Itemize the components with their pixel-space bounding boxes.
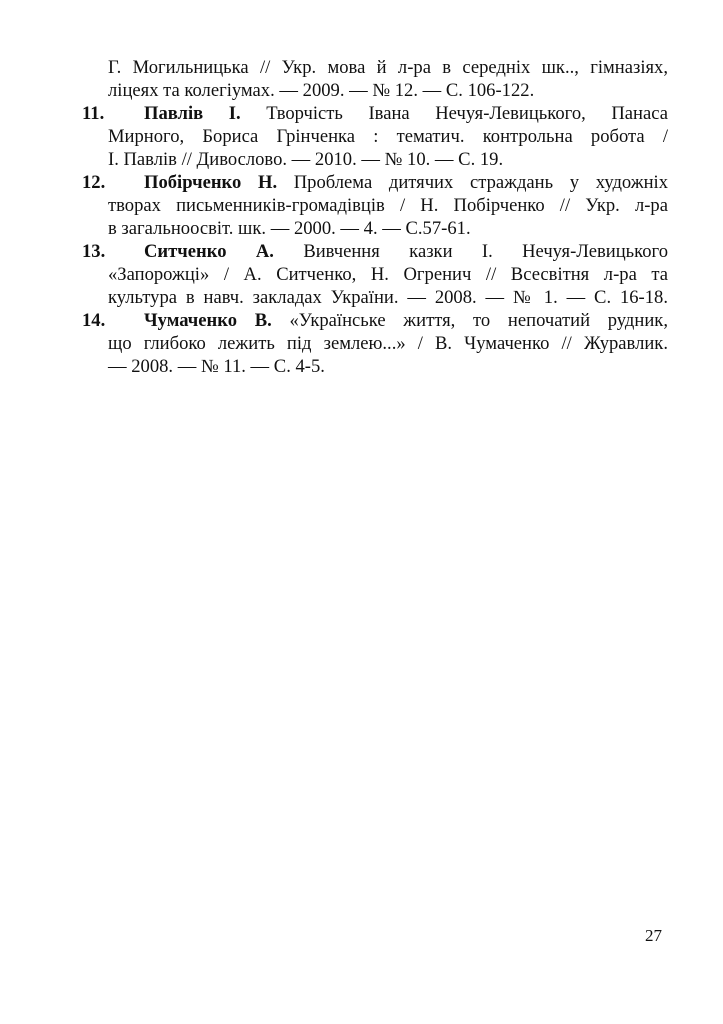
entry-line: — 2008. — № 11. — С. 4-5. xyxy=(108,356,325,377)
bibliography-entry xyxy=(82,240,668,309)
entry-line: в загальноосвіт. шк. — 2000. — 4. — С.57-61. xyxy=(108,218,471,239)
bibliography-entry xyxy=(82,171,668,240)
entry-first-line xyxy=(82,102,668,125)
entry-author: Побірченко Н. xyxy=(144,172,278,193)
entry-author: Павлів І. xyxy=(144,103,241,124)
entry-author: Чумаченко В. xyxy=(144,310,272,331)
entry-number: 13. xyxy=(82,241,106,262)
entry-title-text: Творчість Івана Нечуя-Левицького, Панаса xyxy=(240,103,668,124)
entry-number: 12. xyxy=(82,172,106,193)
entry-line: Мирного, Бориса Грінченка : тематич. контрольна робота / xyxy=(108,126,668,147)
entry-title-text: «Українське життя, то непочатий рудник, xyxy=(271,310,668,331)
entry-title-text: Вивчення казки І. Нечуя-Левицького xyxy=(273,241,669,262)
continuation-line: ліцеях та колегіумах. — 2009. — № 12. — С. 106-122. xyxy=(108,80,535,101)
continuation-line: Г. Могильницька // Укр. мова й л-ра в середніх шк.., гімназіях, xyxy=(108,57,668,78)
page-number: 27 xyxy=(645,926,662,945)
bibliography-entry xyxy=(82,102,668,171)
bibliography-list xyxy=(82,56,668,378)
entry-first-line xyxy=(82,309,668,332)
entry-line: «Запорожці» / А. Ситченко, Н. Огренич // Всесвітня л-ра та xyxy=(108,264,668,285)
entry-line: культура в навч. закладах України. — 2008. — № 1. — С. 16-18. xyxy=(108,287,668,308)
entry-first-line xyxy=(82,240,668,263)
entry-line: що глибоко лежить під землею...» / В. Чумаченко // Журавлик. xyxy=(108,333,668,354)
entry-first-line xyxy=(82,171,668,194)
entry-author: Ситченко А. xyxy=(144,241,274,262)
entry-line: творах письменників-громадівців / Н. Побірченко // Укр. л-ра xyxy=(108,195,668,216)
entry-number: 11. xyxy=(82,103,105,124)
entry-number: 14. xyxy=(82,310,106,331)
bibliography-entry xyxy=(82,309,668,378)
entry-line: І. Павлів // Дивослово. — 2010. — № 10. — С. 19. xyxy=(108,149,504,170)
entry-title-text: Проблема дитячих страждань у художніх xyxy=(277,172,668,193)
